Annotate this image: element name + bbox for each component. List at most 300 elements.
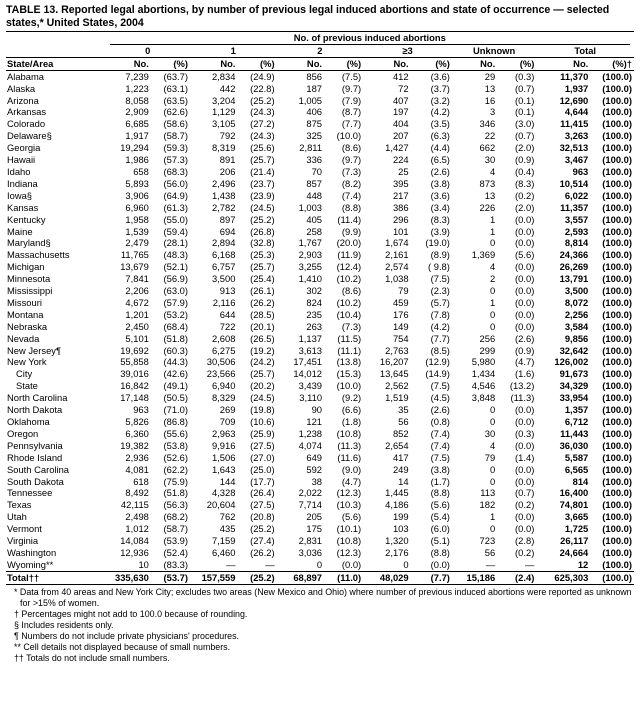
count-cell: 187 <box>306 82 323 94</box>
count-cell: 1,005 <box>298 94 323 106</box>
state-cell: Massachusetts <box>7 249 70 261</box>
percent-cell: (0.9) <box>515 344 535 356</box>
percent-cell: (27.0) <box>250 451 275 463</box>
table-row <box>6 416 634 428</box>
percent-cell: (55.6) <box>163 427 188 439</box>
percent-cell: (100.0) <box>602 511 632 523</box>
table-row <box>6 95 634 107</box>
state-column-header: State/Area <box>6 57 106 70</box>
state-cell: New Jersey¶ <box>7 344 62 356</box>
count-cell: 1,917 <box>125 130 149 142</box>
percent-cell: (27.5) <box>250 499 275 511</box>
count-cell: 74,801 <box>559 499 589 511</box>
percent-cell: (6.3) <box>430 130 450 142</box>
count-cell: 662 <box>479 142 496 154</box>
count-cell: 6,022 <box>564 189 589 201</box>
percent-cell: (2.3) <box>430 285 450 297</box>
percent-cell: (59.3) <box>163 142 188 154</box>
table-row <box>6 380 634 392</box>
percent-cell: (10.4) <box>336 308 362 320</box>
percent-cell: (58.7) <box>163 130 188 142</box>
percent-cell: (100.0) <box>602 261 632 273</box>
percent-cell: (3.6) <box>430 189 450 201</box>
percent-cell: (100.0) <box>602 237 632 249</box>
percent-cell: (100.0) <box>602 558 632 570</box>
count-cell: 5,587 <box>564 451 589 463</box>
count-cell: 913 <box>219 285 236 297</box>
column-header: (%) <box>409 57 452 70</box>
percent-cell: (8.3) <box>515 177 535 189</box>
count-cell: 207 <box>392 130 409 142</box>
percent-cell: (7.7) <box>341 118 362 130</box>
count-cell: 875 <box>306 118 323 130</box>
count-cell: 34,329 <box>559 380 589 392</box>
percent-cell: (26.2) <box>250 296 275 308</box>
count-cell: 70 <box>311 165 323 177</box>
count-cell: 263 <box>306 320 323 332</box>
percent-cell: (0.0) <box>515 237 535 249</box>
percent-cell: (0.7) <box>515 82 535 94</box>
state-cell: Washington <box>7 546 57 558</box>
count-cell: 0 <box>316 558 323 570</box>
percent-cell: (57.3) <box>163 154 188 166</box>
count-cell: 658 <box>133 165 149 177</box>
percent-cell: (4.5) <box>430 392 450 404</box>
count-cell: 144 <box>219 475 236 487</box>
percent-cell: (8.3) <box>430 213 450 225</box>
percent-cell: (24.3) <box>250 130 275 142</box>
count-cell: 8,058 <box>125 94 149 106</box>
percent-cell: (63.1) <box>163 82 188 94</box>
state-cell: City <box>16 368 33 380</box>
count-cell: 4,074 <box>298 439 323 451</box>
table-row <box>6 392 634 404</box>
count-cell: 14,084 <box>120 535 149 547</box>
count-cell: 792 <box>219 130 236 142</box>
percent-cell: (4.2) <box>430 320 450 332</box>
count-cell: 16,207 <box>379 356 409 368</box>
percent-cell: (56.0) <box>163 177 188 189</box>
count-cell: 824 <box>306 296 323 308</box>
count-cell: 0 <box>489 404 496 416</box>
percent-cell: (100.0) <box>602 427 632 439</box>
percent-cell: (2.6) <box>430 404 450 416</box>
percent-cell: (25.0) <box>250 463 275 475</box>
percent-cell: (68.3) <box>163 165 188 177</box>
percent-cell: (3.2) <box>430 94 450 106</box>
percent-cell: (0.0) <box>430 558 450 570</box>
count-cell: 406 <box>306 106 323 118</box>
group-header: 1 <box>190 45 277 57</box>
table-row <box>6 309 634 321</box>
percent-cell: (9.7) <box>341 154 362 166</box>
percent-cell: (8.8) <box>341 201 362 213</box>
count-cell: 176 <box>392 308 409 320</box>
table-row <box>6 285 634 297</box>
state-cell: North Carolina <box>7 392 68 404</box>
column-header: No. <box>190 57 235 70</box>
count-cell: 8,814 <box>564 237 589 249</box>
percent-cell: (12.9) <box>425 356 450 368</box>
state-cell: Montana <box>7 308 44 320</box>
count-cell: 199 <box>392 511 409 523</box>
percent-cell: (5.4) <box>430 511 450 523</box>
count-cell: 24,664 <box>559 546 589 558</box>
count-cell: 11,765 <box>120 249 149 261</box>
count-cell: 1,539 <box>125 225 149 237</box>
count-cell: 206 <box>219 165 236 177</box>
column-header: No. <box>536 57 588 70</box>
percent-cell: (25.9) <box>250 427 275 439</box>
count-cell: 3,584 <box>564 320 589 332</box>
percent-cell: (100.0) <box>602 368 632 380</box>
count-cell: 299 <box>479 344 496 356</box>
count-cell: 6,685 <box>125 118 149 130</box>
percent-cell: (58.6) <box>163 118 188 130</box>
count-cell: 2,834 <box>211 70 236 82</box>
percent-cell: (60.3) <box>163 344 188 356</box>
percent-cell: (11.4) <box>337 213 362 225</box>
count-cell: 3,500 <box>211 273 236 285</box>
percent-cell: (26.4) <box>250 487 275 499</box>
percent-cell: (53.2) <box>163 308 188 320</box>
percent-cell: (20.0) <box>336 237 362 249</box>
count-cell: 2,963 <box>211 427 236 439</box>
count-cell: 72 <box>398 82 409 94</box>
state-cell: Vermont <box>7 523 42 535</box>
count-cell: 101 <box>392 225 409 237</box>
count-cell: 26,117 <box>560 535 589 547</box>
count-cell: 90 <box>311 404 323 416</box>
table-row <box>6 142 634 154</box>
percent-cell: (19.2) <box>250 344 275 356</box>
percent-cell: (8.7) <box>341 106 362 118</box>
percent-cell: (6.0) <box>430 523 450 535</box>
percent-cell: (0.0) <box>515 273 535 285</box>
percent-cell: (0.0) <box>515 439 535 451</box>
percent-cell: (53.8) <box>163 439 188 451</box>
count-cell: 459 <box>392 296 409 308</box>
count-cell: 14,012 <box>293 368 323 380</box>
count-cell: 1,506 <box>211 451 236 463</box>
count-cell: 3,467 <box>564 154 589 166</box>
percent-cell: (100.0) <box>602 118 632 130</box>
percent-cell: (11.6) <box>337 451 362 463</box>
count-cell: — <box>485 558 496 570</box>
percent-cell: (63.0) <box>163 285 188 297</box>
percent-cell: (2.6) <box>430 165 450 177</box>
percent-cell: (8.6) <box>341 142 362 154</box>
percent-cell: (26.5) <box>250 332 275 344</box>
table-row <box>6 535 634 547</box>
state-cell: Colorado <box>7 118 46 130</box>
count-cell: 68,897 <box>277 571 322 584</box>
column-header: (%) <box>149 57 190 70</box>
count-cell: 8,329 <box>211 392 236 404</box>
group-header: 2 <box>277 45 364 57</box>
state-cell: Nebraska <box>7 320 48 332</box>
percent-cell: (100.0) <box>602 320 632 332</box>
table-row <box>6 83 634 95</box>
percent-cell: (0.3) <box>515 427 535 439</box>
count-cell: 1,003 <box>298 201 323 213</box>
table-row <box>6 106 634 118</box>
percent-cell: (0.4) <box>515 165 535 177</box>
count-cell: 235 <box>306 308 323 320</box>
count-cell: 9,856 <box>564 332 589 344</box>
count-cell: 103 <box>392 523 409 535</box>
count-cell: 35 <box>398 404 409 416</box>
count-cell: 4,672 <box>125 296 149 308</box>
count-cell: 0 <box>489 285 496 297</box>
count-cell: 3,848 <box>471 392 496 404</box>
percent-cell: (100.0) <box>602 130 632 142</box>
count-cell: 182 <box>479 499 496 511</box>
percent-cell: (32.8) <box>250 237 275 249</box>
count-cell: 405 <box>306 213 323 225</box>
percent-cell: (0.0) <box>515 463 535 475</box>
percent-cell: (5.7) <box>430 296 450 308</box>
count-cell: 7,714 <box>298 499 323 511</box>
percent-cell: (100.0) <box>602 70 632 82</box>
table-row <box>6 487 634 499</box>
percent-cell: (26.8) <box>250 225 275 237</box>
count-cell: 11,443 <box>560 427 589 439</box>
table-row <box>6 70 634 82</box>
count-cell: 14 <box>398 475 409 487</box>
count-cell: 16,842 <box>120 380 149 392</box>
percent-cell: (0.2) <box>515 546 535 558</box>
percent-cell: (25.6) <box>250 142 275 154</box>
percent-cell: (7.3) <box>341 320 362 332</box>
count-cell: 3,255 <box>298 261 323 273</box>
count-cell: 2,479 <box>125 237 149 249</box>
count-cell: 13,645 <box>379 368 409 380</box>
count-cell: 6,168 <box>211 249 236 261</box>
percent-cell: (22.8) <box>250 82 275 94</box>
percent-cell: (61.3) <box>163 201 188 213</box>
state-cell: Kansas <box>7 201 39 213</box>
count-cell: 1,238 <box>298 427 323 439</box>
count-cell: 0 <box>489 308 496 320</box>
count-cell: 30,506 <box>206 356 236 368</box>
percent-cell: (62.2) <box>163 463 188 475</box>
table-row <box>6 178 634 190</box>
percent-cell: (100.0) <box>602 308 632 320</box>
count-cell: 2,161 <box>385 249 409 261</box>
percent-cell: (7.4) <box>430 439 450 451</box>
count-cell: 6,460 <box>211 546 236 558</box>
count-cell: 4,328 <box>211 487 236 499</box>
count-cell: 4,186 <box>385 499 409 511</box>
percent-cell: (2.8) <box>515 535 535 547</box>
state-cell: New York <box>7 356 47 368</box>
count-cell: 592 <box>306 463 323 475</box>
table-row <box>6 214 634 226</box>
percent-cell: (68.2) <box>163 511 188 523</box>
count-cell: 13 <box>484 189 496 201</box>
percent-cell: (7.9) <box>341 94 362 106</box>
count-cell: 2,894 <box>211 237 236 249</box>
table-row <box>6 476 634 488</box>
count-cell: 1,438 <box>211 189 236 201</box>
table-row <box>6 368 634 380</box>
percent-cell: (7.4) <box>430 427 450 439</box>
count-cell: 435 <box>219 523 236 535</box>
percent-cell: (19.8) <box>250 404 275 416</box>
percent-cell: (15.3) <box>336 368 362 380</box>
state-cell: Michigan <box>7 261 45 273</box>
state-cell: Arkansas <box>7 106 47 118</box>
total-row <box>6 571 634 584</box>
count-cell: 3,906 <box>125 189 149 201</box>
percent-cell: (24.2) <box>250 356 275 368</box>
state-cell: Rhode Island <box>7 451 63 463</box>
percent-cell: (8.8) <box>430 487 450 499</box>
count-cell: 407 <box>392 94 409 106</box>
count-cell: 249 <box>392 463 409 475</box>
count-cell: 149 <box>392 320 409 332</box>
table-row <box>6 404 634 416</box>
count-cell: 269 <box>219 404 236 416</box>
count-cell: 4 <box>489 261 496 273</box>
count-cell: 857 <box>306 177 323 189</box>
percent-cell: (28.5) <box>250 308 275 320</box>
count-cell: 1,937 <box>564 82 589 94</box>
percent-cell: (48.3) <box>163 249 188 261</box>
state-cell: South Carolina <box>7 463 70 475</box>
count-cell: 55,858 <box>120 356 149 368</box>
percent-cell: (100.0) <box>602 142 632 154</box>
percent-cell: (56.3) <box>163 499 188 511</box>
count-cell: 12,690 <box>559 94 589 106</box>
group-header: 0 <box>106 45 190 57</box>
percent-cell: (11.3) <box>337 439 362 451</box>
footnotes <box>6 587 634 664</box>
count-cell: 694 <box>219 225 236 237</box>
percent-cell: (57.9) <box>163 296 188 308</box>
count-cell: 10 <box>138 558 149 570</box>
percent-cell: — <box>524 558 535 570</box>
percent-cell: (10.2) <box>336 296 362 308</box>
count-cell: 1,519 <box>385 392 409 404</box>
percent-cell: (2.0) <box>515 201 535 213</box>
count-cell: 39,016 <box>120 368 149 380</box>
count-cell: 5,980 <box>471 356 496 368</box>
percent-cell: (25.4) <box>250 273 275 285</box>
percent-cell: (10.0) <box>336 380 362 392</box>
table-row <box>6 440 634 452</box>
table-row <box>6 321 634 333</box>
percent-cell: (8.9) <box>430 249 450 261</box>
count-cell: 302 <box>306 285 323 297</box>
state-cell: Texas <box>7 499 32 511</box>
state-cell: Nevada <box>7 332 40 344</box>
count-cell: 217 <box>392 189 409 201</box>
percent-cell: (55.0) <box>163 213 188 225</box>
count-cell: 1,427 <box>385 142 409 154</box>
percent-cell: (7.3) <box>341 165 362 177</box>
count-cell: 6,360 <box>125 427 149 439</box>
count-cell: 30 <box>484 154 496 166</box>
count-cell: 625,303 <box>536 571 588 584</box>
count-cell: 6,757 <box>211 261 236 273</box>
count-cell: 3,105 <box>211 118 236 130</box>
count-cell: 1,369 <box>471 249 496 261</box>
percent-cell: (10.3) <box>336 499 362 511</box>
count-cell: 6,960 <box>125 201 149 213</box>
percent-cell: (51.8) <box>163 332 188 344</box>
percent-cell: (26.1) <box>250 285 275 297</box>
percent-cell: (25.2) <box>250 94 275 106</box>
count-cell: 4,546 <box>471 380 496 392</box>
count-cell: 13 <box>484 82 496 94</box>
count-cell: 20,604 <box>206 499 236 511</box>
table-row <box>6 154 634 166</box>
percent-cell: (0.0) <box>515 308 535 320</box>
count-cell: 442 <box>219 82 236 94</box>
state-cell: Idaho <box>7 165 31 177</box>
percent-cell: (8.8) <box>430 546 450 558</box>
percent-cell: (0.0) <box>515 225 535 237</box>
table-row <box>6 166 634 178</box>
count-cell: 3,500 <box>564 285 589 297</box>
percent-cell: (83.3) <box>163 558 188 570</box>
percent-cell: (14.9) <box>425 368 450 380</box>
percent-cell: (6.6) <box>341 404 362 416</box>
percent-cell: (100.0) <box>602 94 632 106</box>
percent-cell: (56.9) <box>163 273 188 285</box>
count-cell: 113 <box>480 487 496 499</box>
table-title: TABLE 13. Reported legal abortions, by number of previous legal induced abortions and state of occurrence — selected states,* United States, 2004 <box>6 4 610 29</box>
footnote: § Includes residents only. <box>14 619 114 630</box>
percent-cell: (5.1) <box>430 535 450 547</box>
count-cell: 2,450 <box>125 320 149 332</box>
percent-cell: (64.9) <box>163 189 188 201</box>
count-cell: 873 <box>479 177 496 189</box>
count-cell: 897 <box>219 213 236 225</box>
percent-cell: (100.0) <box>602 499 632 511</box>
table-row <box>6 452 634 464</box>
percent-cell: (2.0) <box>515 142 535 154</box>
percent-cell: (100.0) <box>602 439 632 451</box>
table-row <box>6 559 634 571</box>
percent-cell: (5.6) <box>341 511 362 523</box>
percent-cell: (8.2) <box>341 177 362 189</box>
count-cell: 856 <box>306 70 323 82</box>
percent-cell: (11.0) <box>322 571 363 584</box>
count-cell: 2,763 <box>385 344 409 356</box>
count-cell: 10,514 <box>559 177 589 189</box>
table-row <box>6 190 634 202</box>
percent-cell: (3.4) <box>430 201 450 213</box>
percent-cell: (12.3) <box>336 487 362 499</box>
percent-cell: (4.7) <box>341 475 362 487</box>
count-cell: 1,643 <box>211 463 236 475</box>
count-cell: 1,725 <box>564 523 589 535</box>
count-cell: 891 <box>219 154 236 166</box>
count-cell: 25 <box>398 165 409 177</box>
percent-cell: (11.9) <box>337 249 362 261</box>
count-cell: 30 <box>484 427 496 439</box>
percent-cell: (19.0) <box>425 237 450 249</box>
percent-cell: (100.0) <box>602 463 632 475</box>
count-cell: 24,366 <box>559 249 589 261</box>
percent-cell: (100.0) <box>602 154 632 166</box>
state-cell: North Dakota <box>7 404 63 416</box>
count-cell: 1,986 <box>125 154 149 166</box>
percent-cell: (25.2) <box>250 213 275 225</box>
